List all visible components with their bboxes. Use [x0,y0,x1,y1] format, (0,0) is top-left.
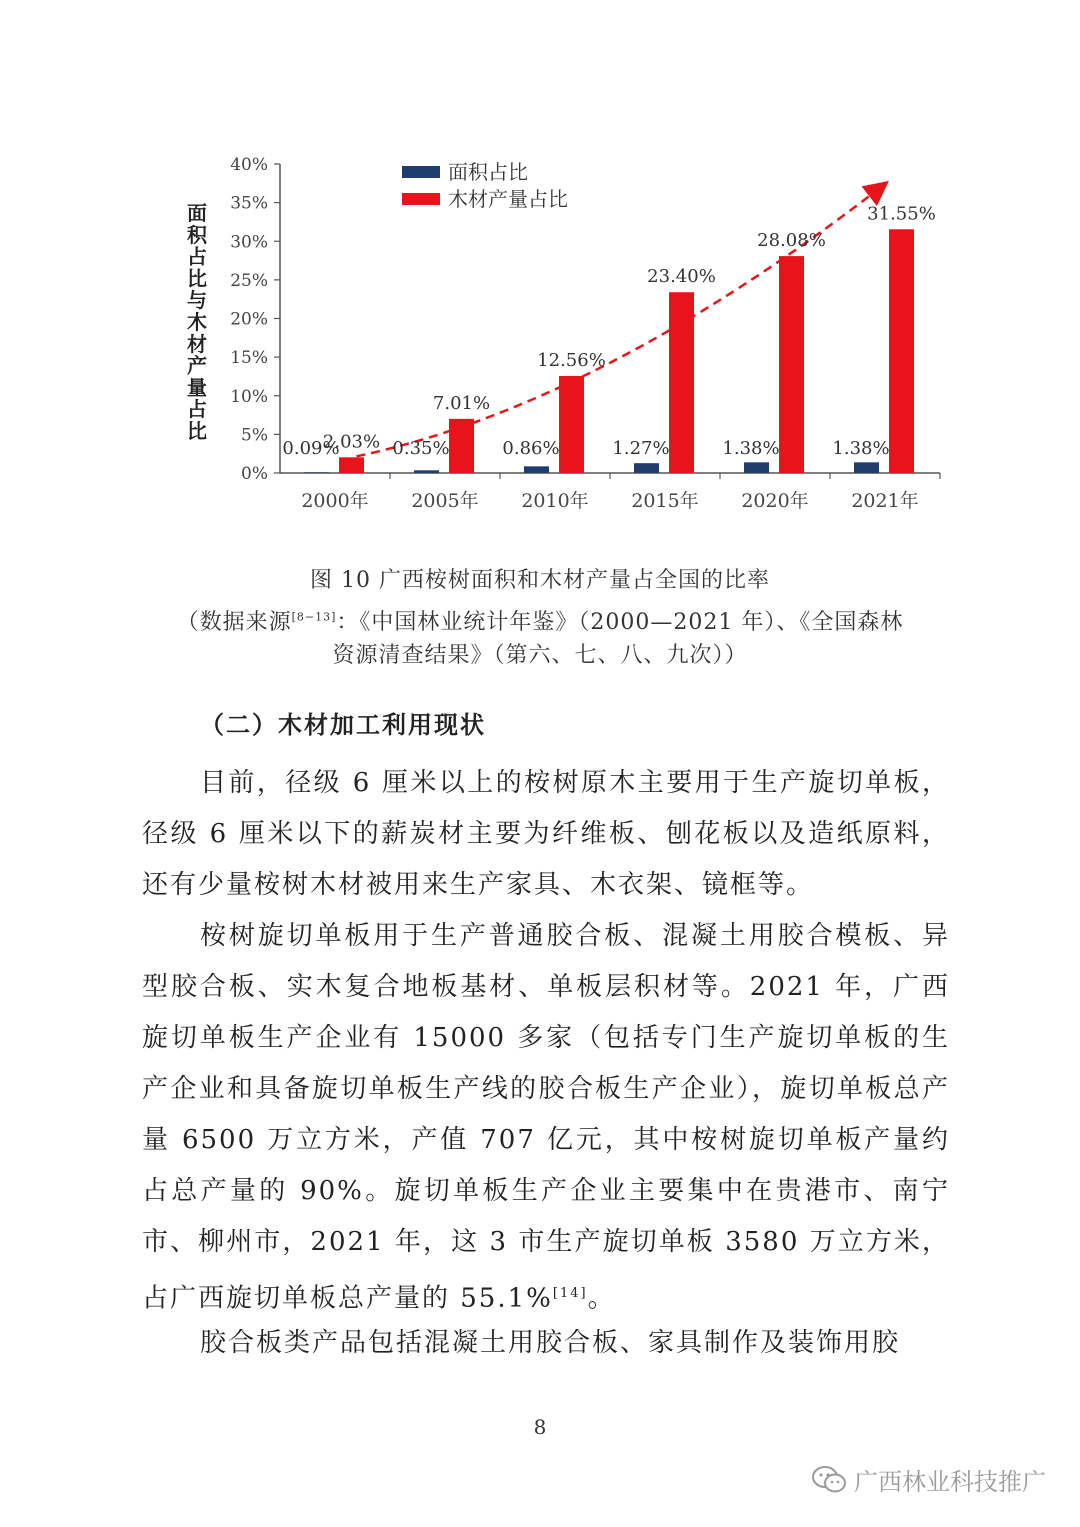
y-tick-label: 15% [230,348,268,369]
y-tick-label: 40% [230,155,268,175]
y-tick-label: 25% [230,270,268,291]
legend-swatch [402,193,440,205]
x-tick-label: 2021年 [851,490,919,512]
legend-label: 木材产量占比 [448,187,568,211]
bar-timber-share [889,229,914,473]
bar-area-share [744,462,769,473]
y-axis-label-char: 积 [187,222,207,247]
caption-source-prefix: （数据来源 [176,610,292,635]
data-label-area: 1.38% [722,438,780,459]
y-tick-label: 30% [230,232,268,253]
y-axis-label-char: 材 [187,331,207,356]
y-tick-label: 5% [241,425,268,446]
data-label-area: 1.38% [832,438,890,459]
figure-caption-line3: 资源清查结果》（第六、七、八、九次）） [332,643,748,668]
data-label-timber: 23.40% [647,266,716,288]
paragraph-3-text: 胶合板类产品包括混凝土用胶合板、家具制作及装饰用胶 [200,1328,901,1358]
wechat-icon [810,1465,848,1495]
watermark-text: 广西林业科技推广 [854,1468,1046,1496]
bar-area-share [304,472,329,473]
watermark [810,1462,1046,1497]
x-tick-label: 2000年 [301,490,369,512]
data-label-timber: 12.56% [537,349,606,371]
caption-reference: [8−13] [291,610,337,624]
paragraph-1 [142,758,950,911]
bar-timber-share [339,457,364,473]
x-tick-label: 2015年 [631,490,699,512]
bar-chart [0,0,1080,540]
paragraph-1-text: 目前，径级 6 厘米以上的桉树原木主要用于生产旋切单板，径级 6 厘米以下的薪炭材主要为纤维板、刨花板以及造纸原料，还有少量桉树木材被用来生产家具、木衣架、镜框等。 [142,768,950,900]
figure-caption-line2 [0,605,1080,636]
data-label-timber: 31.55% [867,203,936,225]
y-tick-label: 0% [241,464,268,484]
paragraph-3 [142,1318,950,1369]
y-axis-label-char: 木 [187,310,207,334]
x-tick-label: 2010年 [521,490,589,512]
data-label-area: 1.27% [612,438,670,459]
data-label-area: 0.86% [502,438,560,459]
y-axis-label-char: 面 [187,201,207,225]
figure-caption-line1: 图 10 广西桉树面积和木材产量占全国的比率 [310,568,770,593]
bar-timber-share [559,376,584,473]
y-tick-label: 10% [230,386,268,407]
bar-timber-share [779,256,804,473]
y-tick-label: 35% [230,193,268,214]
x-tick-label: 2005年 [411,490,479,512]
data-label-area: 0.35% [392,438,450,459]
paragraph-2-text: 桉树旋切单板用于生产普通胶合板、混凝土用胶合模板、异型胶合板、实木复合地板基材、单板层积材等。2021 年，广西旋切单板生产企业有 15000 多家（包括专门生产旋切单板的生产企业和具备旋切单板生产线的胶合板生产企业），旋切单板总产量 6500 万立方米，产值 707 亿元，其中桉树旋切单板产量约占总产量的 90%。旋切单板生产企业主要集中在贵港市、南宁市、柳州市，2021 年，这 3 市生产旋切单板 3580 万立方米，占广西旋切单板总产量的 55.1% [142,921,950,1314]
bar-area-share [524,466,549,473]
bar-area-share [854,462,879,473]
y-axis-label-char: 比 [187,266,207,291]
bar-area-share [634,463,659,473]
legend-swatch [402,166,440,178]
y-tick-label: 20% [230,309,268,330]
legend-label: 面积占比 [448,160,528,184]
data-label-timber: 2.03% [322,431,381,453]
data-label-area: 0.09% [282,438,340,459]
page-number: 8 [533,1415,547,1439]
data-label-timber: 7.01% [432,392,491,414]
paragraph-2-end: 。 [587,1283,616,1314]
y-axis-label-char: 与 [187,288,207,313]
caption-source-text: ：《中国林业统计年鉴》（2000—2021 年）、《全国森林 [336,610,904,635]
y-axis-label-char: 比 [187,419,207,443]
data-label-timber: 28.08% [757,230,826,252]
trend-arrow [357,184,886,456]
bar-area-share [414,470,439,473]
paragraph-2 [142,911,950,1325]
y-axis-label-char: 占 [187,397,207,422]
y-axis-label-char: 产 [187,353,207,378]
paragraph-2-reference: [14] [552,1286,588,1301]
x-tick-label: 2020年 [741,490,809,512]
y-axis-label-char: 占 [187,244,207,269]
y-axis-label-char: 量 [187,375,207,400]
section-title: （二）木材加工利用现状 [200,710,486,739]
